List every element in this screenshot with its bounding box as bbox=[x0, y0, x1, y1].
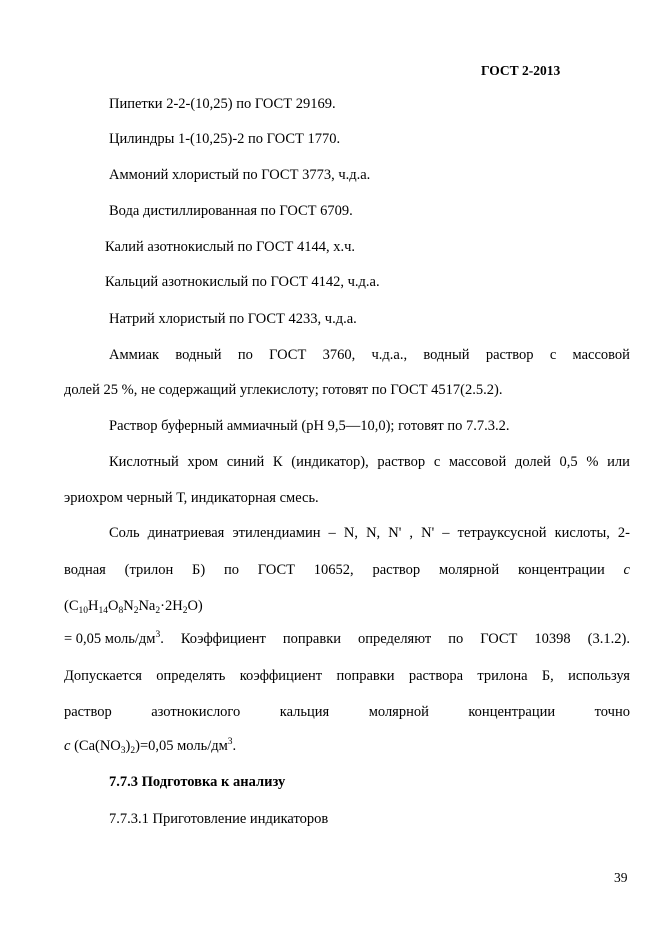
word: N, bbox=[343, 525, 358, 541]
formula-subscript: 2 bbox=[133, 606, 139, 616]
formula-subscript: 2 bbox=[130, 746, 136, 756]
value-text: = 0,05 моль/дм bbox=[64, 631, 156, 647]
formula-part: O) bbox=[187, 598, 203, 614]
word: (3.1.2). bbox=[587, 631, 630, 647]
concentration-value bbox=[64, 630, 164, 648]
word: молярной bbox=[438, 562, 500, 578]
subsection-heading: 7.7.3.1 Приготовление индикаторов bbox=[109, 811, 329, 827]
trilon-line-2 bbox=[64, 561, 630, 579]
word: водная bbox=[64, 562, 106, 578]
formula-subscript: 10 bbox=[78, 606, 88, 616]
word: 2- bbox=[617, 525, 630, 541]
formula-part: H bbox=[88, 598, 99, 614]
word: % bbox=[586, 454, 599, 470]
formula-subscript: 2 bbox=[182, 606, 188, 616]
word: молярной bbox=[368, 704, 429, 720]
word: синий bbox=[226, 454, 265, 470]
formula-part: O bbox=[107, 598, 119, 614]
concentration-symbol: c bbox=[623, 562, 630, 578]
formula-part: )=0,05 моль/дм bbox=[135, 738, 228, 754]
word: Соль bbox=[109, 525, 140, 541]
word: Допускается bbox=[64, 668, 142, 684]
trilon-line-4 bbox=[64, 630, 630, 648]
formula-subscript: 2 bbox=[155, 606, 161, 616]
word: массовой bbox=[572, 347, 630, 363]
word: Б, bbox=[541, 668, 554, 684]
word: этилендиамин bbox=[232, 525, 321, 541]
trilon-line-1 bbox=[109, 524, 630, 542]
word: тетрауксусной bbox=[457, 525, 547, 541]
word: хром bbox=[187, 454, 219, 470]
formula-part: ) bbox=[125, 738, 131, 754]
word: определять bbox=[156, 668, 226, 684]
formula-part: ·2H bbox=[160, 598, 183, 614]
word: поправки bbox=[282, 631, 341, 647]
word: – bbox=[442, 525, 450, 541]
word: Аммиак bbox=[109, 347, 160, 363]
word: Кислотный bbox=[109, 454, 179, 470]
formula-subscript: 8 bbox=[118, 606, 124, 616]
word: по bbox=[223, 562, 239, 578]
formula-part: (Ca(NO bbox=[70, 738, 121, 754]
document-standard-header: ГОСТ 2-2013 bbox=[481, 63, 561, 78]
item-ammonium-chloride: Аммоний хлористый по ГОСТ 3773, ч.д.а. bbox=[109, 167, 371, 183]
item-cylinders: Цилиндры 1-(10,25)-2 по ГОСТ 1770. bbox=[109, 131, 341, 147]
word: долей bbox=[515, 454, 551, 470]
word: поправки bbox=[336, 668, 395, 684]
word: азотнокислого bbox=[151, 704, 241, 720]
word: . bbox=[160, 631, 164, 647]
formula-part: N bbox=[123, 598, 134, 614]
word: используя bbox=[568, 668, 630, 684]
word: ГОСТ bbox=[269, 347, 307, 363]
item-sodium-chloride: Натрий хлористый по ГОСТ 4233, ч.д.а. bbox=[109, 311, 357, 327]
word: динатриевая bbox=[147, 525, 225, 541]
word: ГОСТ bbox=[257, 562, 295, 578]
word: водный bbox=[423, 347, 470, 363]
item-pipettes: Пипетки 2-2-(10,25) по ГОСТ 29169. bbox=[109, 96, 336, 112]
word: 10652, bbox=[313, 562, 354, 578]
page-number: 39 bbox=[614, 870, 628, 885]
word: N' bbox=[421, 525, 435, 541]
trilon-formula bbox=[64, 597, 203, 615]
word: (трилон bbox=[124, 562, 174, 578]
word: по bbox=[237, 347, 253, 363]
chrome-line-1 bbox=[109, 453, 630, 471]
word: с bbox=[549, 347, 557, 363]
chrome-line-2: эриохром черный Т, индикаторная смесь. bbox=[64, 490, 319, 506]
word: – bbox=[328, 525, 336, 541]
word: трилона bbox=[477, 668, 528, 684]
word: концентрации bbox=[517, 562, 605, 578]
word: Коэффициент bbox=[180, 631, 266, 647]
word: коэффициент bbox=[239, 668, 323, 684]
formula-part: . bbox=[232, 738, 237, 754]
word: водный bbox=[175, 347, 222, 363]
word: определяют bbox=[358, 631, 432, 647]
word: 0,5 bbox=[559, 454, 578, 470]
word: 3760, bbox=[322, 347, 356, 363]
word: раствор bbox=[64, 704, 112, 720]
unit-superscript: 3 bbox=[227, 737, 233, 747]
buffer-solution-line: Раствор буферный аммиачный (рН 9,5—10,0); готовят по 7.7.3.2. bbox=[109, 418, 510, 434]
unit-superscript: 3 bbox=[155, 630, 161, 640]
word: с bbox=[433, 454, 441, 470]
word: массовой bbox=[448, 454, 507, 470]
word: кальция bbox=[279, 704, 330, 720]
word: 10398 bbox=[534, 631, 571, 647]
word: (индикатор), bbox=[291, 454, 369, 470]
word: , bbox=[409, 525, 414, 541]
ammonia-line-1 bbox=[109, 346, 630, 364]
word: кислоты, bbox=[554, 525, 610, 541]
word: концентрации bbox=[468, 704, 556, 720]
item-distilled-water: Вода дистиллированная по ГОСТ 6709. bbox=[109, 203, 353, 219]
formula-subscript: 14 bbox=[98, 606, 108, 616]
calcium-nitrate-concentration bbox=[64, 737, 236, 755]
word: раствор bbox=[485, 347, 534, 363]
formula-subscript: 3 bbox=[120, 746, 126, 756]
item-calcium-nitrate: Кальций азотнокислый по ГОСТ 4142, ч.д.а. bbox=[105, 274, 380, 290]
word: N' bbox=[388, 525, 402, 541]
formula-part: (C bbox=[64, 598, 79, 614]
ammonia-line-2: долей 25 %, не содержащий углекислоту; готовят по ГОСТ 4517(2.5.2). bbox=[64, 382, 503, 398]
formula-part: Na bbox=[138, 598, 156, 614]
word: К bbox=[272, 454, 283, 470]
trilon-line-5 bbox=[64, 667, 630, 685]
word: N, bbox=[366, 525, 381, 541]
word: ГОСТ bbox=[480, 631, 518, 647]
word: точно bbox=[594, 704, 630, 720]
word: раствора bbox=[408, 668, 464, 684]
word: по bbox=[448, 631, 464, 647]
word: Б) bbox=[192, 562, 206, 578]
item-potassium-nitrate: Калий азотнокислый по ГОСТ 4144, х.ч. bbox=[105, 239, 356, 255]
concentration-symbol: c bbox=[64, 738, 71, 754]
word: или bbox=[607, 454, 630, 470]
word: ч.д.а., bbox=[371, 347, 408, 363]
section-heading: 7.7.3 Подготовка к анализу bbox=[109, 774, 286, 790]
word: раствор bbox=[372, 562, 421, 578]
word: раствор bbox=[377, 454, 426, 470]
trilon-line-6 bbox=[64, 703, 630, 721]
